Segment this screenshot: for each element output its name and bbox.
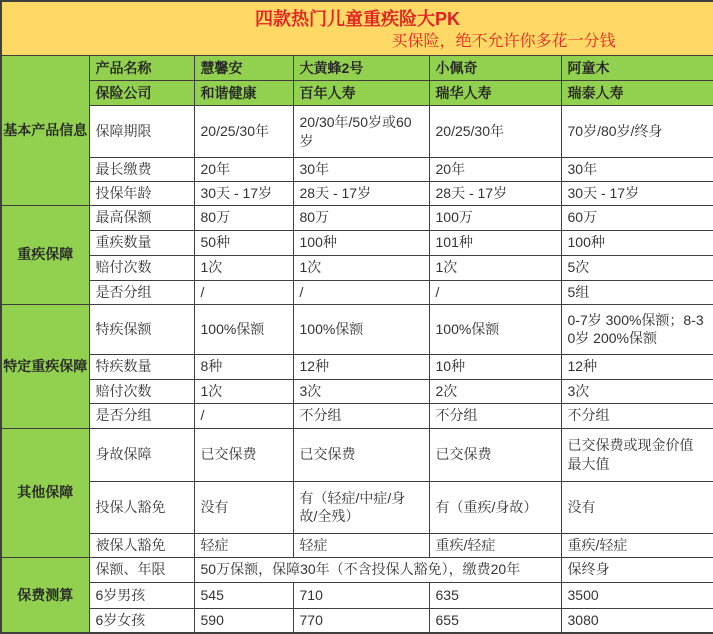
table-row: [1, 379, 713, 403]
row-label-policyholder-waiver: 投保人豁免: [89, 481, 194, 533]
row-label-company: 保险公司: [89, 81, 194, 106]
value-cell: 不分组: [293, 403, 429, 428]
value-cell: 3次: [561, 379, 713, 403]
product-name-cell: 阿童木: [561, 56, 713, 81]
value-cell: 1次: [194, 379, 293, 403]
category-cell-specific-illness: 特定重疾保障: [1, 304, 89, 428]
table-row: [1, 557, 713, 582]
value-cell: 已交保费: [194, 428, 293, 481]
value-cell: 20/30年/50岁或60岁: [293, 106, 429, 158]
value-cell: 2次: [429, 379, 561, 403]
value-cell: 0-7岁 300%保额；8-30岁 200%保额: [561, 304, 713, 354]
row-label-grouping: 是否分组: [89, 280, 194, 304]
value-cell: 28天 - 17岁: [293, 182, 429, 206]
row-label-product-name: 产品名称: [89, 56, 194, 81]
page-title: 四款热门儿童重疾险大PK: [255, 9, 461, 29]
table-row: [1, 304, 713, 354]
value-cell: 已交保费: [429, 428, 561, 481]
value-cell: 101种: [429, 230, 561, 255]
row-label-entry-age: 投保年龄: [89, 182, 194, 206]
table-row: [1, 582, 713, 608]
value-cell: 30天 - 17岁: [561, 182, 713, 206]
row-label-special-sum: 特疾保额: [89, 304, 194, 354]
value-cell: 30年: [293, 158, 429, 182]
company-row: [1, 81, 713, 106]
table-row: [1, 205, 713, 230]
row-label-special-payout-times: 赔付次数: [89, 379, 194, 403]
row-label-death-benefit: 身故保障: [89, 428, 194, 481]
value-cell: 100万: [429, 205, 561, 230]
value-cell: 710: [293, 582, 429, 608]
value-cell: 60万: [561, 205, 713, 230]
value-cell: 重疾/轻症: [561, 533, 713, 557]
product-name-row: [1, 56, 713, 81]
company-cell: 瑞泰人寿: [561, 81, 713, 106]
value-cell: 不分组: [429, 403, 561, 428]
company-cell: 瑞华人寿: [429, 81, 561, 106]
value-cell: 1次: [429, 255, 561, 280]
value-cell: 100%保额: [429, 304, 561, 354]
table-row: [1, 158, 713, 182]
title-row: [1, 1, 713, 56]
value-cell: 20年: [194, 158, 293, 182]
table-row: [1, 533, 713, 557]
value-cell: 12种: [561, 354, 713, 379]
value-cell: 100种: [561, 230, 713, 255]
row-label-girl-6: 6岁女孩: [89, 608, 194, 633]
value-cell: 20/25/30年: [194, 106, 293, 158]
value-cell: 不分组: [561, 403, 713, 428]
row-label-special-count: 特疾数量: [89, 354, 194, 379]
value-cell: 12种: [293, 354, 429, 379]
value-cell: 轻症: [293, 533, 429, 557]
value-cell: 100%保额: [194, 304, 293, 354]
value-cell: 100%保额: [293, 304, 429, 354]
company-cell: 和谐健康: [194, 81, 293, 106]
row-label-special-grouping: 是否分组: [89, 403, 194, 428]
value-cell: 重疾/轻症: [429, 533, 561, 557]
value-cell: 50种: [194, 230, 293, 255]
table-row: [1, 255, 713, 280]
category-cell-other: 其他保障: [1, 428, 89, 557]
value-cell: 有（轻症/中症/身故/全残）: [293, 481, 429, 533]
value-cell: 30年: [561, 158, 713, 182]
table-row: [1, 608, 713, 633]
value-cell: 3次: [293, 379, 429, 403]
value-cell: 没有: [561, 481, 713, 533]
row-label-max-sum: 最高保额: [89, 205, 194, 230]
value-cell: 8种: [194, 354, 293, 379]
row-label-term: 保障期限: [89, 106, 194, 158]
company-cell: 百年人寿: [293, 81, 429, 106]
value-cell: /: [429, 280, 561, 304]
table-row: [1, 354, 713, 379]
value-cell: 590: [194, 608, 293, 633]
row-label-max-payment-period: 最长缴费: [89, 158, 194, 182]
row-label-sum-term: 保额、年限: [89, 557, 194, 582]
value-cell: 3080: [561, 608, 713, 633]
value-cell-merged: 50万保额，保障30年（不含投保人豁免），缴费20年: [194, 557, 561, 582]
value-cell: 28天 - 17岁: [429, 182, 561, 206]
value-cell: 770: [293, 608, 429, 633]
table-row: [1, 182, 713, 206]
value-cell: 20年: [429, 158, 561, 182]
row-label-boy-6: 6岁男孩: [89, 582, 194, 608]
value-cell: 545: [194, 582, 293, 608]
value-cell: 80万: [194, 205, 293, 230]
value-cell: 5组: [561, 280, 713, 304]
product-name-cell: 小佩奇: [429, 56, 561, 81]
value-cell: 20/25/30年: [429, 106, 561, 158]
row-label-insured-waiver: 被保人豁免: [89, 533, 194, 557]
value-cell: 30天 - 17岁: [194, 182, 293, 206]
table-row: [1, 280, 713, 304]
value-cell: /: [293, 280, 429, 304]
value-cell: 没有: [194, 481, 293, 533]
row-label-disease-count: 重疾数量: [89, 230, 194, 255]
table-row: [1, 106, 713, 158]
title-banner: [1, 1, 713, 56]
value-cell: 655: [429, 608, 561, 633]
value-cell: 5次: [561, 255, 713, 280]
value-cell: 轻症: [194, 533, 293, 557]
value-cell: 有（重疾/身故）: [429, 481, 561, 533]
value-cell: /: [194, 280, 293, 304]
table-row: [1, 428, 713, 481]
value-cell: 保终身: [561, 557, 713, 582]
product-name-cell: 大黄蜂2号: [293, 56, 429, 81]
value-cell: 1次: [194, 255, 293, 280]
row-label-payout-times: 赔付次数: [89, 255, 194, 280]
value-cell: 70岁/80岁/终身: [561, 106, 713, 158]
table-row: [1, 403, 713, 428]
value-cell: 3500: [561, 582, 713, 608]
value-cell: 100种: [293, 230, 429, 255]
category-cell-basic-info: 基本产品信息: [1, 56, 89, 206]
value-cell: 80万: [293, 205, 429, 230]
value-cell: /: [194, 403, 293, 428]
value-cell: 已交保费或现金价值最大值: [561, 428, 713, 481]
page-subtitle: 买保险，绝不允许你多花一分钱: [391, 33, 616, 50]
table-row: [1, 481, 713, 533]
value-cell: 635: [429, 582, 561, 608]
category-cell-critical-illness: 重疾保障: [1, 205, 89, 304]
value-cell: 1次: [293, 255, 429, 280]
category-cell-premium: 保费测算: [1, 557, 89, 633]
product-name-cell: 慧馨安: [194, 56, 293, 81]
value-cell: 10种: [429, 354, 561, 379]
value-cell: 已交保费: [293, 428, 429, 481]
table-row: [1, 230, 713, 255]
